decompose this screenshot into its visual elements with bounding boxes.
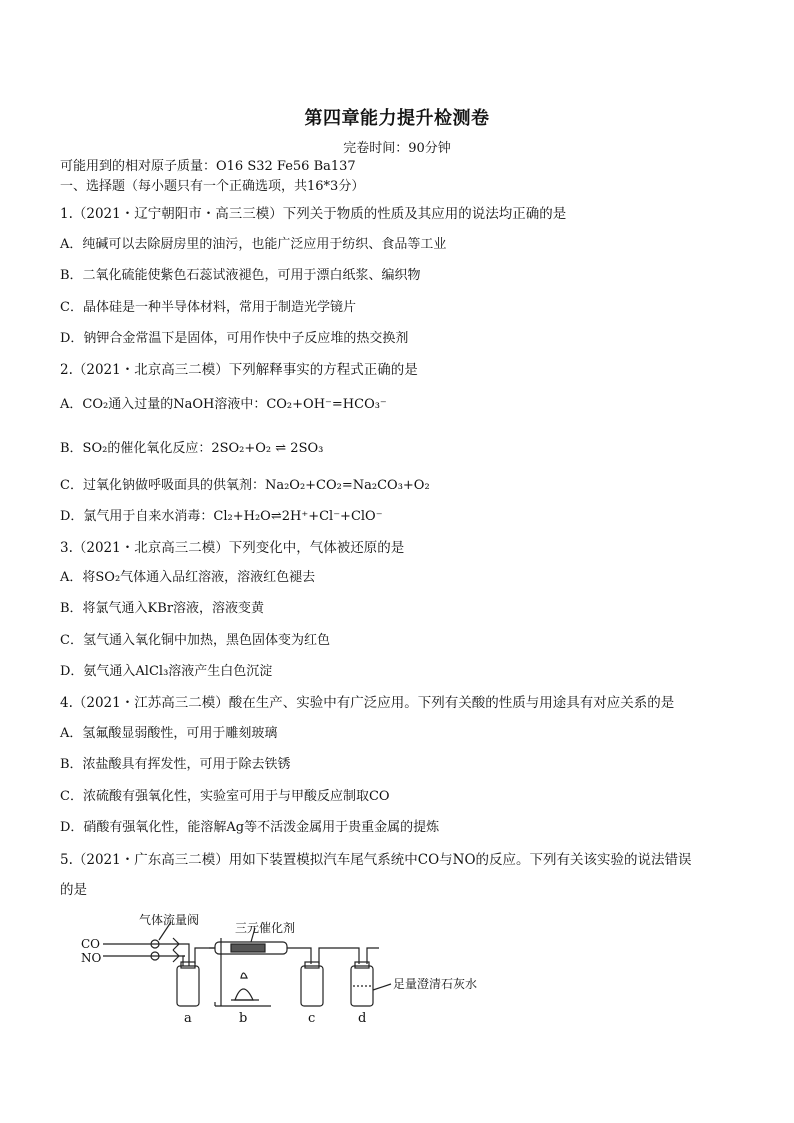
q4-option-d: D．硝酸有强氧化性，能溶解Ag等不活泼金属用于贵重金属的提炼 [60,820,440,835]
q5-stem-line2: 的是 [60,882,87,898]
q4-option-b: B．浓盐酸具有挥发性，可用于除去铁锈 [60,757,291,772]
q2-option-d: D．氯气用于自来水消毒：Cl₂+H₂O⇌2H⁺+Cl⁻+ClO⁻ [60,509,383,524]
q1-option-b: B．二氧化硫能使紫色石蕊试液褪色，可用于漂白纸浆、编织物 [60,268,421,283]
q4-option-a: A．氢氟酸显弱酸性，可用于雕刻玻璃 [60,726,278,741]
atomic-mass-note: 可能用到的相对原子质量：O16 S32 Fe56 Ba137 [60,159,356,174]
q1-option-d: D．钠钾合金常温下是固体，可用作快中子反应堆的热交换剂 [60,331,409,346]
gas-no-label: NO [81,951,102,965]
catalyst-label: 三元催化剂 [235,921,296,935]
bottle-a [177,966,199,1006]
valve-label: 气体流量阀 [139,913,200,927]
q2-option-b: B．SO₂的催化氧化反应：2SO₂+O₂ ⇌ 2SO₃ [60,441,324,456]
q3-option-d: D．氨气通入AlCl₃溶液产生白色沉淀 [60,664,273,679]
label-d: d [358,1011,367,1026]
q5-stem-line1: 5.（2021・广东高三二模）用如下装置模拟汽车尾气系统中CO与NO的反应。下列有关该实验的说法错误 [60,852,692,868]
q2-stem: 2.（2021・北京高三二模）下列解释事实的方程式正确的是 [60,362,418,378]
burner-icon [235,989,253,1000]
page-title: 第四章能力提升检测卷 [304,108,490,129]
limewater-label: 足量澄清石灰水 [393,977,478,991]
label-a: a [184,1011,192,1026]
q3-option-c: C．氢气通入氧化铜中加热，黑色固体变为红色 [60,633,330,648]
section-heading: 一、选择题（每小题只有一个正确选项，共16*3分） [60,179,365,194]
bottle-c [301,966,323,1006]
label-c: c [308,1011,316,1026]
q4-option-c: C．浓硫酸有强氧化性，实验室可用于与甲酸反应制取CO [60,789,390,804]
q4-stem: 4.（2021・江苏高三二模）酸在生产、实验中有广泛应用。下列有关酸的性质与用途具有对应关系的是 [60,695,675,711]
q2-option-c: C．过氧化钠做呼吸面具的供氧剂：Na₂O₂+CO₂=Na₂CO₃+O₂ [60,478,430,493]
q3-option-b: B．将氯气通入KBr溶液，溶液变黄 [60,601,265,616]
exam-time: 完卷时间：90分钟 [343,141,451,156]
q1-option-a: A．纯碱可以去除厨房里的油污，也能广泛应用于纺织、食品等工业 [60,237,447,252]
q1-stem: 1.（2021・辽宁朝阳市・高三三模）下列关于物质的性质及其应用的说法均正确的是 [60,206,567,222]
gas-co-label: CO [81,937,101,951]
q1-option-c: C．晶体硅是一种半导体材料，常用于制造光学镜片 [60,300,356,315]
q3-stem: 3.（2021・北京高三二模）下列变化中，气体被还原的是 [60,540,405,556]
label-b: b [239,1011,248,1026]
q3-option-a: A．将SO₂气体通入品红溶液，溶液红色褪去 [60,570,316,585]
q2-option-a: A．CO₂通入过量的NaOH溶液中：CO₂+OH⁻=HCO₃⁻ [60,397,387,412]
apparatus-figure [75,908,495,1030]
